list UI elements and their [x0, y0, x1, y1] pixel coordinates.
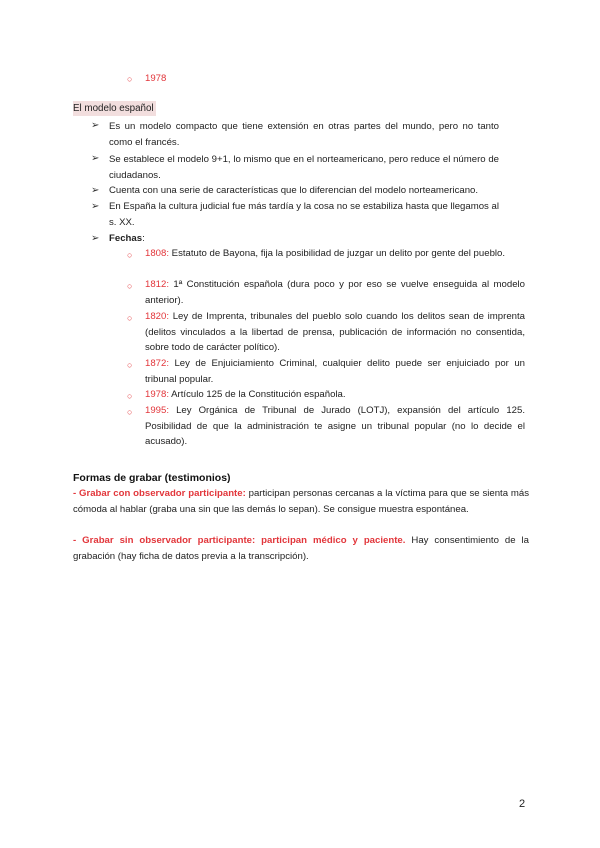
fecha-year: 1978:: [145, 389, 170, 400]
fecha-text: 1ª Constitución española (dura poco y por eso se vuelve enseguida al modelo anterior).: [145, 279, 525, 306]
circle-bullet-icon: ○: [127, 391, 133, 401]
page-number: 2: [519, 798, 526, 810]
arrow-bullet-icon: ➢: [91, 120, 100, 131]
fecha-year: 1872:: [145, 358, 170, 369]
fecha-item: [145, 277, 525, 308]
circle-bullet-icon: ○: [127, 407, 133, 417]
circle-bullet-icon: ○: [127, 313, 133, 323]
paragraph-text: Hay consentimiento de la grabación (hay ficha de datos previa a la transcripción).: [73, 535, 530, 562]
circle-bullet-icon: ○: [127, 74, 133, 84]
arrow-bullet-icon: ➢: [91, 185, 100, 196]
paragraph-text: participan personas cercanas a la víctima para que se sienta más cómoda al hablar (graba una sin que las demás lo sepan). Se consigue muestra espontánea.: [73, 488, 529, 515]
circle-bullet-icon: ○: [127, 360, 133, 370]
list-item: En España la cultura judicial fue más tardía y la cosa no se estabiliza hasta que llegamos al s. XX.: [109, 201, 499, 228]
fecha-item: [145, 309, 525, 356]
arrow-bullet-icon: ➢: [91, 233, 100, 244]
section-title: Formas de grabar (testimonios): [73, 472, 231, 484]
fechas-label-line: [109, 231, 145, 247]
arrow-bullet-icon: ➢: [91, 201, 100, 212]
fechas-colon: :: [142, 233, 145, 244]
fecha-text: Ley de Enjuiciamiento Criminal, cualquier delito puede ser enjuiciado por un tribunal popular.: [145, 358, 525, 385]
fecha-text: Estatuto de Bayona, fija la posibilidad de juzgar un delito por gente del pueblo.: [169, 248, 506, 259]
circle-bullet-icon: ○: [127, 250, 133, 260]
paragraph: [73, 486, 529, 517]
fecha-item: [145, 246, 525, 262]
fecha-year: 1812:: [145, 279, 170, 290]
paragraph-lead: - Grabar sin observador participante: participan médico y paciente.: [73, 535, 406, 546]
paragraph: [73, 533, 529, 564]
paragraph-lead: - Grabar con observador participante:: [73, 488, 246, 499]
fecha-item: [145, 387, 525, 403]
fecha-item: [145, 403, 525, 450]
fecha-year: 1808:: [145, 248, 170, 259]
fecha-item: [145, 356, 525, 387]
fecha-year: 1820:: [145, 311, 170, 322]
fecha-text: Ley Orgánica de Tribunal de Jurado (LOTJ), expansión del artículo 125. Posibilidad de que la administración te asigne un tribunal popular (no lo decide el acusado).: [145, 405, 525, 447]
list-item: Es un modelo compacto que tiene extensión en otras partes del mundo, pero no tanto como el francés.: [109, 121, 499, 148]
list-item: Cuenta con una serie de características que lo diferencian del modelo norteamericano.: [109, 185, 479, 196]
arrow-bullet-icon: ➢: [91, 153, 100, 164]
circle-bullet-icon: ○: [127, 281, 133, 291]
section-heading: El modelo español: [73, 103, 154, 114]
top-subitem-year: 1978: [145, 73, 167, 84]
fecha-text: Artículo 125 de la Constitución española.: [169, 389, 346, 400]
fecha-text: Ley de Imprenta, tribunales del pueblo solo cuando los delitos sean de imprenta (delitos vinculados a la libertad de prensa, publicación de información no consentida, sobre todo de carácter político).: [145, 311, 525, 353]
fecha-year: 1995:: [145, 405, 170, 416]
list-item: Se establece el modelo 9+1, lo mismo que en el norteamericano, pero reduce el número de ciudadanos.: [109, 154, 499, 181]
fechas-label: Fechas: [109, 233, 143, 244]
